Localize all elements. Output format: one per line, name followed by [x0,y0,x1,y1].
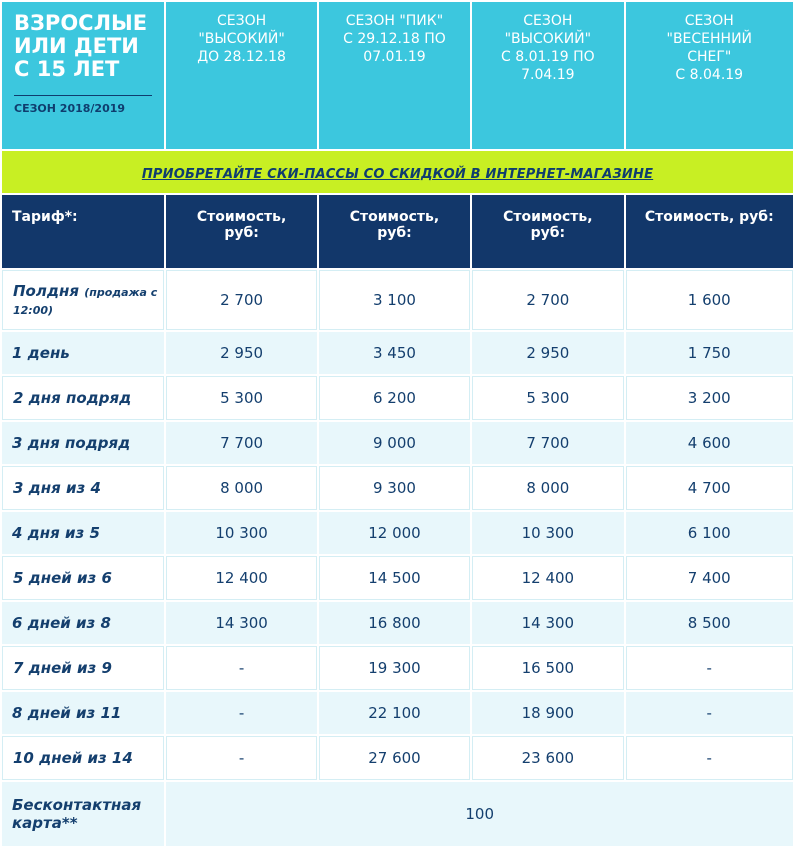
price-cell: - [626,736,793,780]
season-dates: ДО 28.12.18 [197,49,286,65]
season-name: СЕЗОН [684,13,734,29]
contactless-card-row [2,782,793,846]
price-cell: 8 000 [472,466,623,510]
price-cell: 4 600 [626,422,793,464]
card-name: Бесконтактная карта** [2,782,164,846]
table-row [2,376,793,420]
online-store-promo-link[interactable]: ПРИОБРЕТАЙТЕ СКИ-ПАССЫ СО СКИДКОЙ В ИНТЕРНЕТ-МАГАЗИНЕ [141,166,654,182]
cost-header-line2: руб: [377,225,412,241]
price-cell: 12 400 [472,556,623,600]
price-cell: 6 100 [626,512,793,554]
price-cell: 2 700 [472,270,623,330]
season-name: СЕЗОН [523,13,573,29]
cost-header-line1: Стоимость, [196,209,287,225]
price-cell: 14 500 [319,556,470,600]
season-dates: С 8.04.19 [675,67,744,83]
cost-header-line1: Стоимость, [503,209,593,225]
table-row [2,556,793,600]
tariff-name: 4 дня из 5 [2,512,164,554]
price-cell: 8 000 [166,466,316,510]
category-title-cell [2,2,164,149]
price-cell: 2 700 [166,270,316,330]
promo-row [2,151,793,193]
price-cell: 7 700 [472,422,623,464]
tariff-note: (продажа с 12:00) [13,286,158,317]
table-row [2,332,793,374]
tariff-name-text: Полдня [13,282,79,300]
season-high-1 [166,2,316,149]
season-header-row [2,2,793,149]
season-dates-2: 7.04.19 [521,67,575,83]
table-row [2,646,793,690]
price-cell: - [626,692,793,734]
table-row [2,466,793,510]
price-cell: 19 300 [319,646,470,690]
tariff-name: 2 дня подряд [2,376,164,420]
price-cell: 22 100 [319,692,470,734]
tariff-name: 1 день [2,332,164,374]
promo-cell [2,151,793,193]
tariff-header: Тариф*: [2,195,164,268]
cost-header [319,195,470,268]
price-cell: - [166,736,316,780]
price-cell: 27 600 [319,736,470,780]
price-cell: 18 900 [472,692,623,734]
price-cell: - [166,692,316,734]
tariff-name: 7 дней из 9 [2,646,164,690]
price-cell: 16 500 [472,646,623,690]
price-cell: 7 700 [166,422,316,464]
table-row [2,736,793,780]
price-cell: 12 400 [166,556,316,600]
table-row [2,602,793,644]
price-cell: 3 450 [319,332,470,374]
tariff-name: 5 дней из 6 [2,556,164,600]
tariff-name: 8 дней из 11 [2,692,164,734]
table-row [2,270,793,330]
season-name-3: СНЕГ" [687,49,732,65]
column-header-row [2,195,793,268]
price-cell: 6 200 [319,376,470,420]
cost-header-line2: руб: [224,225,259,241]
price-cell: 5 300 [472,376,623,420]
season-name-2: "ВЕСЕННИЙ [666,31,753,47]
price-cell: 14 300 [472,602,623,644]
season-dates: С 29.12.18 ПО [343,31,446,47]
price-cell: 1 600 [626,270,793,330]
cost-header: Стоимость, руб: [626,195,793,268]
table-row [2,692,793,734]
season-name-2: "ВЫСОКИЙ" [198,31,285,47]
cost-header-line2: руб: [530,225,566,241]
price-cell: 12 000 [319,512,470,554]
price-cell: 9 000 [319,422,470,464]
table-row [2,422,793,464]
season-peak [319,2,470,149]
season-name-2: "ВЫСОКИЙ" [504,31,592,47]
category-title: ВЗРОСЛЫЕ ИЛИ ДЕТИ С 15 ЛЕТ [14,11,148,81]
card-price: 100 [166,782,793,846]
price-cell: 8 500 [626,602,793,644]
price-cell: 2 950 [472,332,623,374]
season-dates-2: 07.01.19 [363,49,426,65]
tariff-name: 6 дней из 8 [2,602,164,644]
price-cell: 7 400 [626,556,793,600]
cost-header-line1: Стоимость, [349,209,440,225]
season-name: СЕЗОН [217,13,267,29]
price-cell: 23 600 [472,736,623,780]
season-name: СЕЗОН "ПИК" [345,13,444,29]
price-cell: 3 100 [319,270,470,330]
title-divider [14,95,152,96]
price-cell: - [626,646,793,690]
tariff-name [2,270,164,330]
cost-header [166,195,316,268]
price-cell: 3 200 [626,376,793,420]
price-cell: 2 950 [166,332,316,374]
price-cell: 16 800 [319,602,470,644]
price-cell: 4 700 [626,466,793,510]
season-year-label: СЕЗОН 2018/2019 [14,102,126,115]
tariff-name: 3 дня подряд [2,422,164,464]
season-spring-snow [626,2,793,149]
price-cell: 9 300 [319,466,470,510]
price-cell: 1 750 [626,332,793,374]
price-cell: - [166,646,316,690]
tariff-name: 3 дня из 4 [2,466,164,510]
price-cell: 10 300 [166,512,316,554]
price-cell: 10 300 [472,512,623,554]
season-dates: С 8.01.19 ПО [501,49,595,65]
cost-header [472,195,623,268]
price-cell: 14 300 [166,602,316,644]
tariff-name: 10 дней из 14 [2,736,164,780]
season-high-2 [472,2,623,149]
price-cell: 5 300 [166,376,316,420]
table-row [2,512,793,554]
